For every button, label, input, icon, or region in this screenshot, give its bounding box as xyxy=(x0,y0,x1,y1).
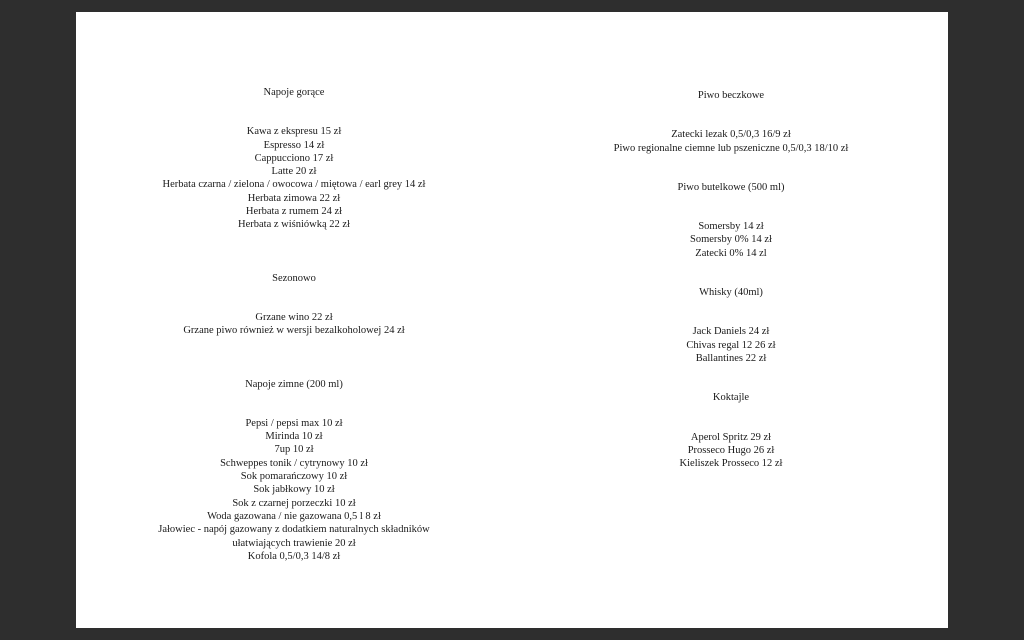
section-heading: Whisky (40ml) xyxy=(699,287,763,299)
menu-item: Cappucciono 17 zł xyxy=(254,152,334,164)
menu-item-continued: ułatwiających trawienie 20 zł xyxy=(232,537,356,549)
menu-item: Chivas regal 12 26 zł xyxy=(686,339,776,351)
menu-item: Grzane piwo również w wersji bezalkoholowej 24 zł xyxy=(183,325,405,337)
section-heading: Napoje zimne (200 ml) xyxy=(245,378,343,390)
section-cocktails xyxy=(576,391,886,470)
menu-item: Sok pomarańczowy 10 zł xyxy=(240,471,348,483)
menu-item: Herbata czarna / zielona / owocowa / miętowa / earl grey 14 zł xyxy=(162,179,426,191)
left-column xyxy=(116,86,472,563)
menu-item: Ballantines 22 zł xyxy=(695,352,767,364)
right-column xyxy=(576,89,886,470)
menu-item: Herbata zimowa 22 zł xyxy=(247,192,341,204)
section-heading: Napoje gorące xyxy=(263,87,325,98)
section-bottled-beer xyxy=(576,181,886,260)
section-heading: Koktajle xyxy=(712,392,750,404)
menu-item: 7up 10 zł xyxy=(274,444,314,456)
menu-item: Grzane wino 22 zł xyxy=(255,311,333,323)
section-heading: Piwo butelkowe (500 ml) xyxy=(677,181,785,193)
menu-item: Jałowiec - napój gazowany z dodatkiem naturalnych składników xyxy=(158,524,430,536)
section-heading: Piwo beczkowe xyxy=(697,90,765,101)
section-seasonal xyxy=(116,272,472,338)
menu-item: Woda gazowana / nie gazowana 0,5 l 8 zł xyxy=(207,510,381,522)
menu-item: Zatecki lezak 0,5/0,3 16/9 zł xyxy=(671,129,791,141)
menu-item: Kieliszek Prosseco 12 zł xyxy=(679,458,783,470)
section-cold-drinks xyxy=(116,378,472,564)
menu-item: Mirinda 10 zł xyxy=(265,431,323,443)
menu-item: Espresso 14 zł xyxy=(263,139,325,151)
menu-item: Prosseco Hugo 26 zł xyxy=(687,444,775,456)
menu-page xyxy=(76,12,948,628)
menu-item: Somersby 14 zł xyxy=(698,221,764,233)
menu-item: Piwo regionalne ciemne lub pszeniczne 0,5/0,3 18/10 zł xyxy=(613,142,849,154)
menu-item: Schweppes tonik / cytrynowy 10 zł xyxy=(220,457,368,469)
menu-item: Pepsi / pepsi max 10 zł xyxy=(245,417,343,429)
menu-item: Kawa z ekspresu 15 zł xyxy=(246,126,342,138)
menu-item: Kofola 0,5/0,3 14/8 zł xyxy=(247,550,341,562)
section-draft-beer xyxy=(576,89,886,155)
menu-item: Sok z czarnej porzeczki 10 zł xyxy=(232,497,356,509)
section-whisky xyxy=(576,286,886,365)
menu-item: Aperol Spritz 29 zł xyxy=(690,431,772,443)
menu-item: Sok jabłkowy 10 zł xyxy=(253,484,335,496)
menu-item: Herbata z rumem 24 zł xyxy=(245,206,343,218)
menu-item: Jack Daniels 24 zł xyxy=(692,326,770,338)
menu-item: Zatecki 0% 14 zl xyxy=(695,247,767,259)
section-hot-drinks xyxy=(116,86,472,232)
section-heading: Sezonowo xyxy=(272,272,316,284)
menu-item: Herbata z wiśniówką 22 zł xyxy=(238,219,350,231)
menu-item: Somersby 0% 14 zł xyxy=(690,234,772,246)
menu-item: Latte 20 zł xyxy=(271,166,317,178)
